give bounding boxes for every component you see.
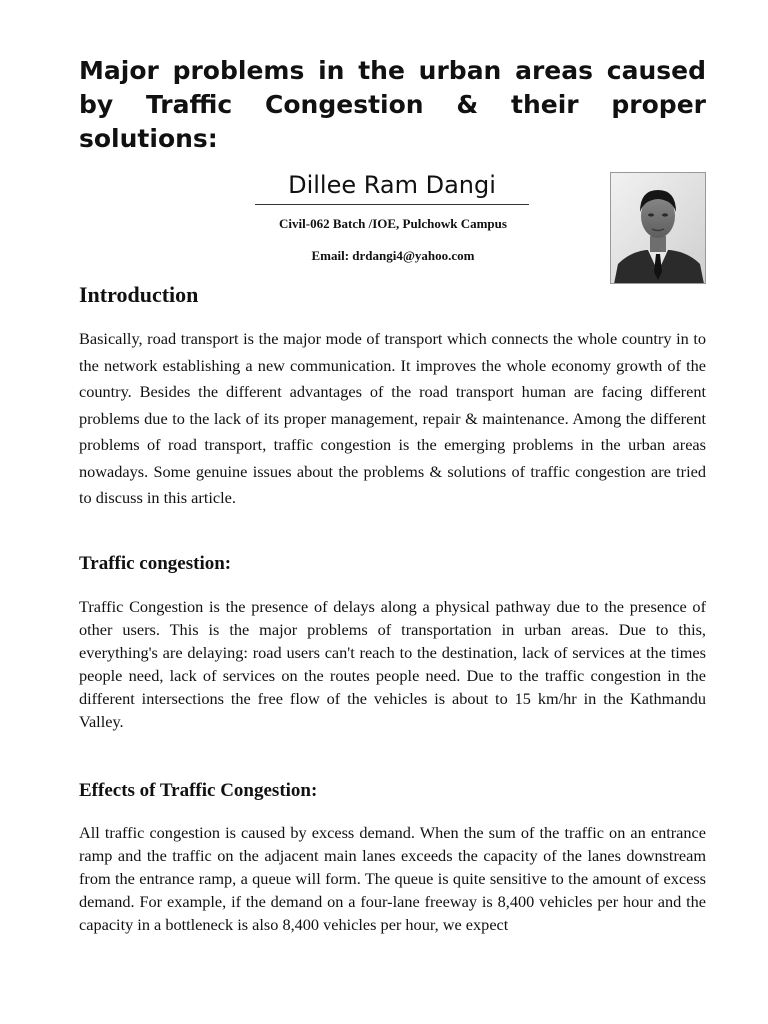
author-affiliation: Civil-062 Batch /IOE, Pulchowk Campus (279, 216, 507, 231)
section-paragraph-traffic-congestion: Traffic Congestion is the presence of delays along a physical pathway due to the presence of other users. This is the major problems of transportation in urban areas. Due to this, everything's are delaying: road users can't reach to the destination, lack of services at the times people need, lack of services on the routes people need. Due to the traffic congestion in the different intersections the free flow of the vehicles is about to 15 km/hr in the Kathmandu Valley. (79, 597, 706, 731)
section-paragraph-effects: All traffic congestion is caused by excess demand. When the sum of the traffic on an entrance ramp and the traffic on the adjacent main lanes exceeds the capacity of the lanes downstream from the entrance ramp, a queue will form. The queue is quite sensitive to the amount of excess demand. For example, if the demand on a four-lane freeway is 8,400 vehicles per hour and the capacity in a bottleneck is also 8,400 vehicles per hour, we expect (79, 823, 706, 934)
document-title: Major problems in the urban areas caused by Traffic Congestion & their proper solutions: (79, 56, 706, 153)
author-photo (610, 172, 706, 284)
author-underline (255, 204, 529, 205)
section-paragraph-introduction: Basically, road transport is the major mode of transport which connects the whole country in to the network establishing a new communication. It improves the whole economy growth of the country. Besides the different advantages of the road transport human are facing different problems due to the lack of its proper management, repair & maintenance. Among the different problems of road transport, traffic congestion is the emerging problems in the urban areas nowadays. Some genuine issues about the problems & solutions of traffic congestion are tried to discuss in this article. (79, 329, 706, 507)
section-heading-introduction: Introduction (79, 282, 199, 307)
author-email: Email: drdangi4@yahoo.com (311, 248, 475, 263)
author-name: Dillee Ram Dangi (288, 171, 496, 199)
section-heading-traffic-congestion: Traffic congestion: (79, 553, 232, 574)
section-heading-effects: Effects of Traffic Congestion: (79, 780, 318, 801)
